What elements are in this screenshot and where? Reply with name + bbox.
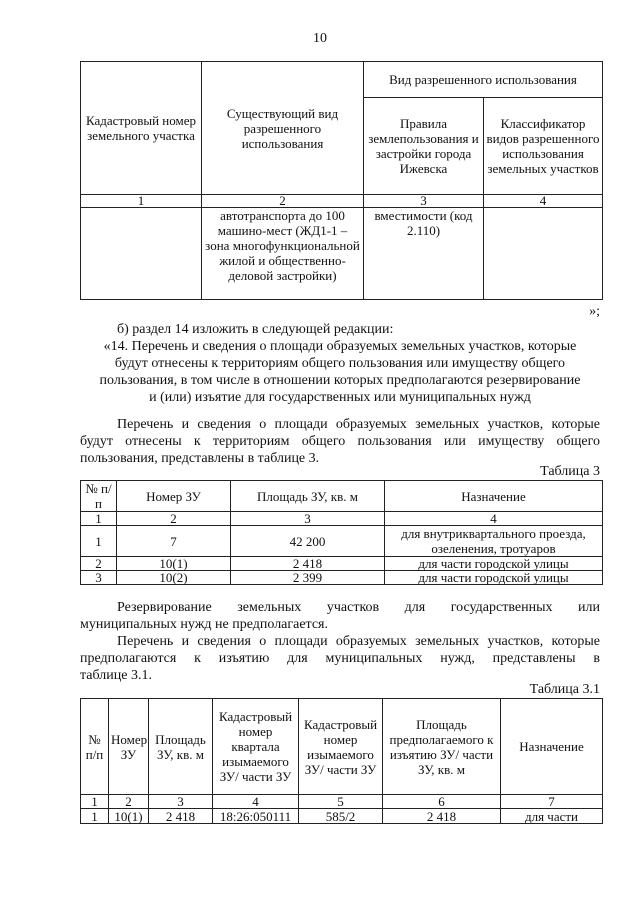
table-cell: 2 xyxy=(202,195,364,208)
header-plot-number: Номер ЗУ xyxy=(117,481,231,512)
table-cell: 4 xyxy=(213,795,299,809)
table-cell: 2 418 xyxy=(383,809,501,824)
table-cell: автотранспорта до 100 машино-мест (ЖД1-1 – зона многофункциональной жилой и общественно-деловой застройки) xyxy=(202,208,364,300)
table-permitted-use xyxy=(80,61,603,300)
header-purpose: Назначение xyxy=(385,481,603,512)
table-cell: 18:26:050111 xyxy=(213,809,299,824)
text-line: Перечень и сведения о площади образуемых земельных участков, которые xyxy=(117,634,600,649)
table-cell: 5 xyxy=(299,795,383,809)
text-line: «14. Перечень и сведения о площади образуемых земельных участков, которые xyxy=(103,339,577,354)
text-line: предполагаются к изъятию для муниципальных нужд, представлены в xyxy=(80,651,600,666)
table-header-row xyxy=(81,481,603,512)
text-line: и (или) изъятие для государственных или муниципальных нужд xyxy=(149,390,531,405)
table-cell: 7 xyxy=(117,526,231,557)
header-cadastral-number: Кадастровый номер земельного участка xyxy=(81,62,202,195)
text-line: будут отнесены к территориям общего пользования или имуществу общего xyxy=(114,356,566,371)
table31-caption: Таблица 3.1 xyxy=(529,682,600,697)
table-cell: 1 xyxy=(81,809,109,824)
header-area: Площадь ЗУ, кв. м xyxy=(231,481,385,512)
table-cell: 2 xyxy=(109,795,149,809)
table-cell: 3 xyxy=(81,571,117,585)
text-line: пользования, в том числе в отношении которых предполагаются резервирование xyxy=(99,373,581,388)
header-zoning-rules: Правила землепользования и застройки города Ижевска xyxy=(364,98,484,195)
header-cadastral-number: Кадастровый номер изымаемого ЗУ/ части ЗУ xyxy=(299,699,383,795)
header-quarter-cadastral-number: Кадастровый номер квартала изымаемого ЗУ/ части ЗУ xyxy=(213,699,299,795)
table-cell: 585/2 xyxy=(299,809,383,824)
table-row xyxy=(81,571,603,585)
page-number: 10 xyxy=(313,31,327,46)
text-line: Резервирование земельных участков для государственных или xyxy=(117,600,600,615)
paragraph-b: б) раздел 14 изложить в следующей редакции: xyxy=(117,322,394,337)
table-3 xyxy=(80,480,603,585)
table-cell: 2 399 xyxy=(231,571,385,585)
table-cell: вместимости (код 2.110) xyxy=(364,208,484,300)
table-cell: для части xyxy=(501,809,603,824)
table-cell: 10(1) xyxy=(109,809,149,824)
table-cell: 1 xyxy=(81,795,109,809)
table-cell: 2 418 xyxy=(231,557,385,571)
table-cell: 3 xyxy=(364,195,484,208)
table-cell: для внутриквартального проезда, озеленения, тротуаров xyxy=(385,526,603,557)
header-existing-use: Существующий вид разрешенного использования xyxy=(202,62,364,195)
table3-caption: Таблица 3 xyxy=(540,464,600,479)
table-cell: для части городской улицы xyxy=(385,571,603,585)
header-withdrawal-area: Площадь предполагаемого к изъятию ЗУ/ части ЗУ, кв. м xyxy=(383,699,501,795)
table-cell xyxy=(484,208,603,300)
table-cell: 2 418 xyxy=(149,809,213,824)
table-3-1 xyxy=(80,698,603,824)
table-cell xyxy=(81,208,202,300)
header-area: Площадь ЗУ, кв. м xyxy=(149,699,213,795)
table-cell: для части городской улицы xyxy=(385,557,603,571)
table-cell: 4 xyxy=(484,195,603,208)
table-number-row xyxy=(81,512,603,526)
table-cell: 1 xyxy=(81,512,117,526)
text-line: муниципальных нужд не предполагается. xyxy=(80,617,329,632)
table-number-row xyxy=(81,795,603,809)
table-cell: 4 xyxy=(385,512,603,526)
text-line: Перечень и сведения о площади образуемых земельных участков, которые xyxy=(117,417,600,432)
text-line: пользования, представлены в таблице 3. xyxy=(80,451,320,466)
table-cell: 3 xyxy=(149,795,213,809)
table-cell: 6 xyxy=(383,795,501,809)
table-cell: 2 xyxy=(117,512,231,526)
table-row xyxy=(81,208,603,300)
table-number-row xyxy=(81,195,603,208)
header-permitted-use-group: Вид разрешенного использования xyxy=(364,62,603,98)
table-cell: 1 xyxy=(81,526,117,557)
header-number: № п/п xyxy=(81,481,117,512)
table-cell: 2 xyxy=(81,557,117,571)
table-cell: 3 xyxy=(231,512,385,526)
table-cell: 1 xyxy=(81,195,202,208)
table-cell: 7 xyxy=(501,795,603,809)
table-row xyxy=(81,526,603,557)
text-line: таблице 3.1. xyxy=(80,668,152,683)
table-cell: 10(2) xyxy=(117,571,231,585)
text-line: будут отнесены к территориям общего пользования или имуществу общего xyxy=(80,434,600,449)
table-cell: 10(1) xyxy=(117,557,231,571)
header-plot-number: Номер ЗУ xyxy=(109,699,149,795)
header-classifier: Классификатор видов разрешенного использования земельных участков xyxy=(484,98,603,195)
table-header-row xyxy=(81,699,603,795)
header-purpose: Назначение xyxy=(501,699,603,795)
header-number: № п/п xyxy=(81,699,109,795)
closing-quote: »; xyxy=(589,304,600,319)
table-row xyxy=(81,557,603,571)
table-row xyxy=(81,809,603,824)
table-cell: 42 200 xyxy=(231,526,385,557)
